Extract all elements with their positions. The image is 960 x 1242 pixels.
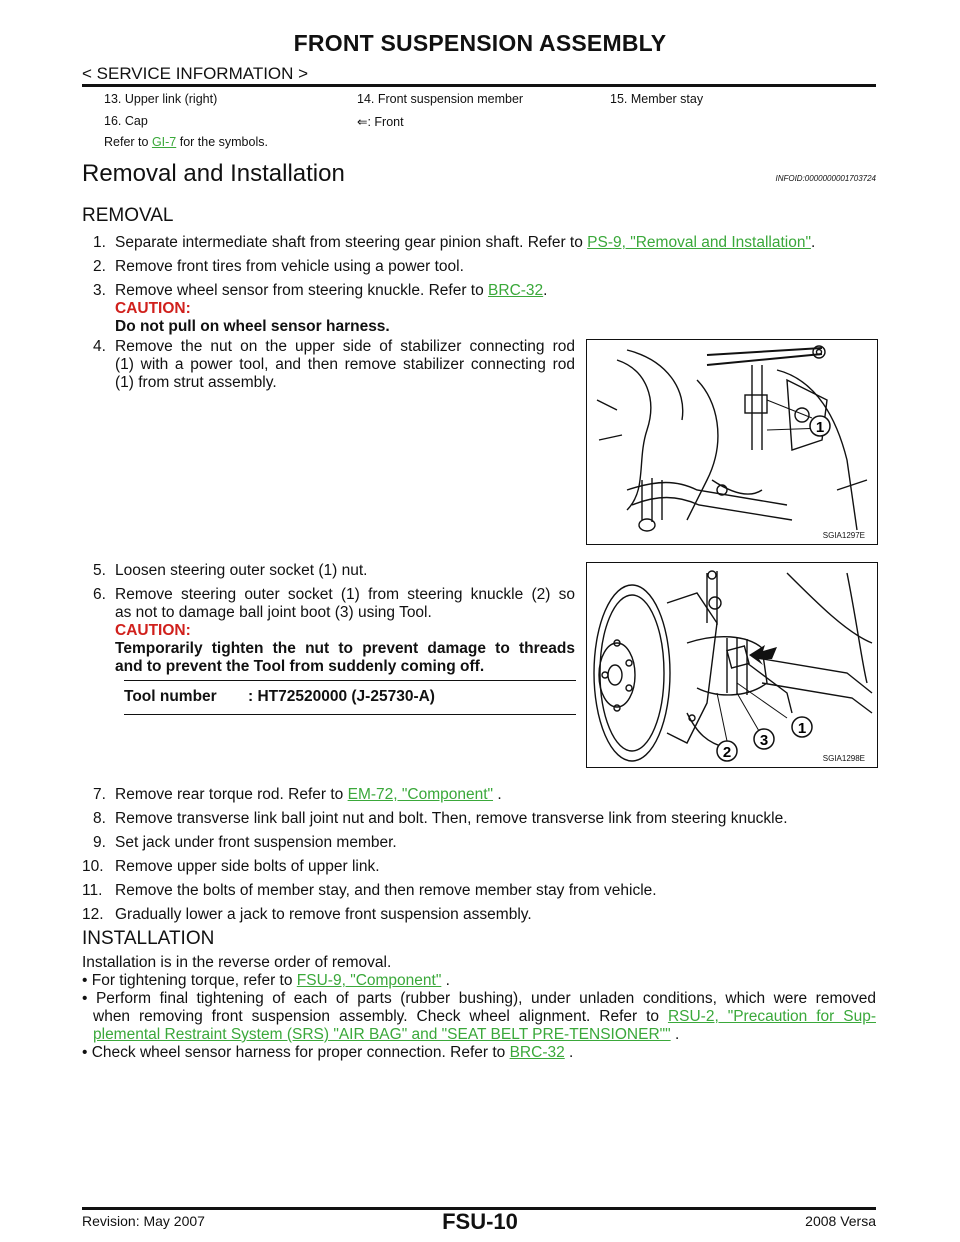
page-number: FSU-10: [442, 1209, 518, 1234]
step-11: 11. Remove the bolts of member stay, and then remove member stay from vehicle.: [82, 882, 657, 899]
revision-date: Revision: May 2007: [82, 1213, 205, 1229]
legend-item-15: 15. Member stay: [610, 92, 704, 106]
removal-heading: REMOVAL: [82, 205, 174, 226]
legend-item-front: ⇐: Front: [357, 115, 404, 129]
link-rsu-2-cont[interactable]: plemental Restraint System (SRS) "AIR BAG" and "SEAT BELT PRE-TENSIONER"": [93, 1026, 671, 1043]
header-divider: [82, 84, 876, 87]
step-9: 9. Set jack under front suspension member.: [93, 834, 397, 851]
step-8: 8. Remove transverse link ball joint nut and bolt. Then, remove transverse link from steering knuckle.: [93, 810, 788, 827]
installation-heading: INSTALLATION: [82, 928, 215, 949]
tool-number-table: [124, 688, 576, 706]
caution-text: Temporarily tighten the nut to prevent damage to threads: [115, 640, 575, 657]
section-breadcrumb: < SERVICE INFORMATION >: [82, 64, 309, 83]
tool-label: Tool number: [124, 688, 217, 705]
step-12: 12. Gradually lower a jack to remove front suspension assembly.: [82, 906, 532, 923]
legend-item-16: 16. Cap: [104, 114, 148, 128]
link-ps-9[interactable]: PS-9, "Removal and Installation": [587, 234, 811, 251]
step-5: 5. Loosen steering outer socket (1) nut.: [93, 562, 368, 579]
caution-label: CAUTION:: [115, 622, 191, 639]
link-rsu-2[interactable]: RSU-2, "Precaution for Sup-: [667, 1008, 876, 1025]
figure-code: SGIA1298E: [822, 754, 865, 763]
step-10: 10. Remove upper side bolts of upper link.: [82, 858, 380, 875]
callout-1: 1: [797, 720, 807, 737]
caution-text: and to prevent the Tool from suddenly coming off.: [115, 658, 485, 675]
tool-value: : HT72520000 (J-25730-A): [248, 688, 435, 705]
legend-symbols-note: Refer to GI-7 for the symbols.: [104, 135, 268, 149]
caution-label: CAUTION:: [115, 300, 191, 317]
bullet-final-tightening: • Perform final tightening of each of parts (rubber bushing), under unladen conditions, which were removed when removing front suspension assembly. Check wheel alignment. Refer to RSU-2, "Precaution for Sup- plemental Restraint System (SRS) "AIR BAG" and "SEAT BELT PRE-TENSIONER"" .: [82, 990, 876, 1043]
link-brc-32[interactable]: BRC-32: [488, 282, 544, 299]
step-4: 4. Remove the nut on the upper side of stabilizer connecting rod (1) with a power tool, and then remove stabilizer connecting rod (1) from strut assembly.: [93, 338, 575, 391]
figure-stabilizer-rod: [586, 339, 878, 545]
installation-intro: Installation is in the reverse order of removal.: [82, 954, 392, 971]
bullet-torque: • For tightening torque, refer to FSU-9, "Component" .: [82, 972, 450, 989]
bullet-sensor-harness: • Check wheel sensor harness for proper connection. Refer to BRC-32 .: [82, 1044, 574, 1061]
stabilizer-rod-illustration: [587, 340, 877, 544]
link-em-72[interactable]: EM-72, "Component": [347, 786, 494, 803]
info-id: INFOID:0000000001703724: [775, 174, 876, 183]
section-title: Removal and Installation: [82, 160, 345, 187]
callout-1: 1: [815, 419, 825, 436]
callout-2: 2: [722, 744, 732, 761]
link-fsu-9[interactable]: FSU-9, "Component": [296, 972, 442, 989]
link-gi-7[interactable]: GI-7: [151, 135, 177, 149]
model-name: 2008 Versa: [805, 1213, 876, 1229]
legend-item-14: 14. Front suspension member: [357, 92, 524, 106]
caution-text: Do not pull on wheel sensor harness.: [115, 318, 390, 335]
page-title: FRONT SUSPENSION ASSEMBLY: [293, 30, 667, 56]
outer-socket-illustration: [587, 563, 877, 767]
step-7: 7. Remove rear torque rod. Refer to EM-72, "Component" .: [93, 786, 502, 803]
link-brc-32[interactable]: BRC-32: [509, 1044, 565, 1061]
legend-item-13: 13. Upper link (right): [104, 92, 218, 106]
step-6: 6. Remove steering outer socket (1) from steering knuckle (2) so as not to damage ball joint boot (3) using Tool. CAUTION: Temporarily tighten the nut to prevent damage to threads and to prevent the Tool from suddenly coming off.: [93, 586, 575, 675]
callout-3: 3: [759, 732, 769, 749]
figure-outer-socket: [586, 562, 878, 768]
step-2: 2. Remove front tires from vehicle using a power tool.: [93, 258, 464, 275]
figure-code: SGIA1297E: [822, 531, 865, 540]
step-3: 3. Remove wheel sensor from steering knuckle. Refer to BRC-32. CAUTION: Do not pull on wheel sensor harness.: [93, 282, 548, 335]
step-1: 1. Separate intermediate shaft from steering gear pinion shaft. Refer to PS-9, "Removal and Installation".: [93, 234, 816, 251]
